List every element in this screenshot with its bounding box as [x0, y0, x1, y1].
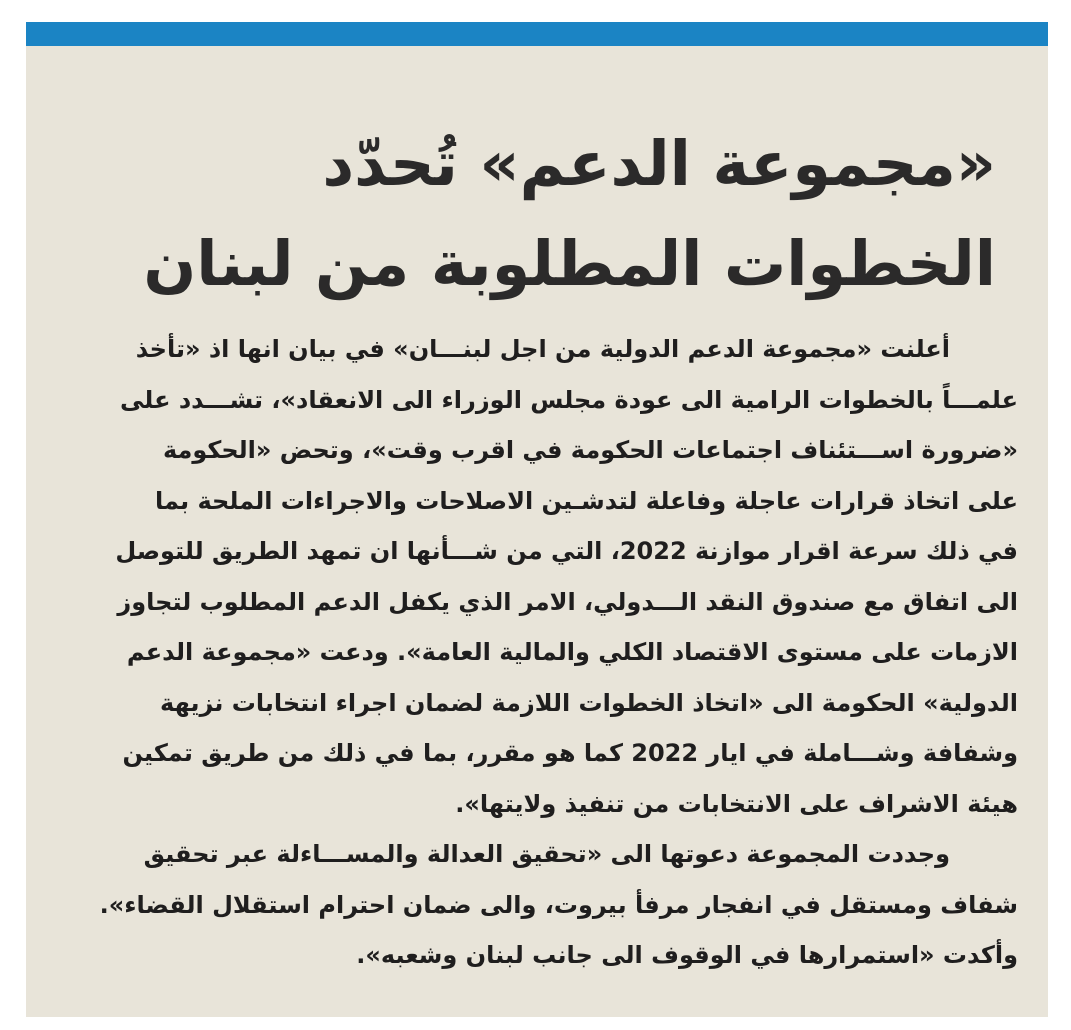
body-line: على اتخاذ قرارات عاجلة وفاعلة لتدشـين الاصلاحات والاجراءات الملحة بما — [155, 486, 1018, 515]
body-line: هيئة الاشراف على الانتخابات من تنفيذ ولايتها». — [455, 789, 1018, 818]
body-line: الى اتفاق مع صندوق النقد الـــدولي، الامر الذي يكفل الدعم المطلوب لتجاوز — [117, 587, 1018, 616]
body-line: «ضرورة اســـتئناف اجتماعات الحكومة في اقرب وقت»، وتحض «الحكومة — [162, 436, 1018, 464]
article-panel — [26, 22, 1048, 1017]
body-line: في ذلك سرعة اقرار موازنة 2022، التي من شـــأنها ان تمهد الطريق للتوصل — [115, 537, 1018, 565]
body-line: أعلنت «مجموعة الدعم الدولية من اجل لبنـــان» في بيان انها اذ «تأخذ — [135, 335, 950, 363]
accent-bar — [26, 22, 1048, 46]
headline-line-2: الخطوات المطلوبة من لبنان — [143, 227, 996, 300]
article-body — [56, 324, 1018, 981]
body-line: الدولية» الحكومة الى «اتخاذ الخطوات اللازمة لضمان اجراء انتخابات نزيهة — [160, 688, 1018, 717]
body-line: وأكدت «استمرارها في الوقوف الى جانب لبنان وشعبه». — [356, 941, 1018, 969]
article-headline — [96, 114, 996, 314]
headline-line-1: «مجموعة الدعم» تُحدّد — [322, 127, 996, 200]
body-line: علمـــاً بالخطوات الرامية الى عودة مجلس الوزراء الى الانعقاد»، تشـــدد على — [120, 385, 1018, 414]
body-line: وشفافة وشـــاملة في ايار 2022 كما هو مقرر، بما في ذلك من طريق تمكين — [122, 739, 1018, 767]
body-line: شفاف ومستقل في انفجار مرفأ بيروت، والى ضمان احترام استقلال القضاء». — [99, 890, 1018, 919]
body-line: الازمات على مستوى الاقتصاد الكلي والمالية العامة». ودعت «مجموعة الدعم — [126, 638, 1018, 666]
body-line: وجددت المجموعة دعوتها الى «تحقيق العدالة والمســـاءلة عبر تحقيق — [143, 840, 950, 868]
